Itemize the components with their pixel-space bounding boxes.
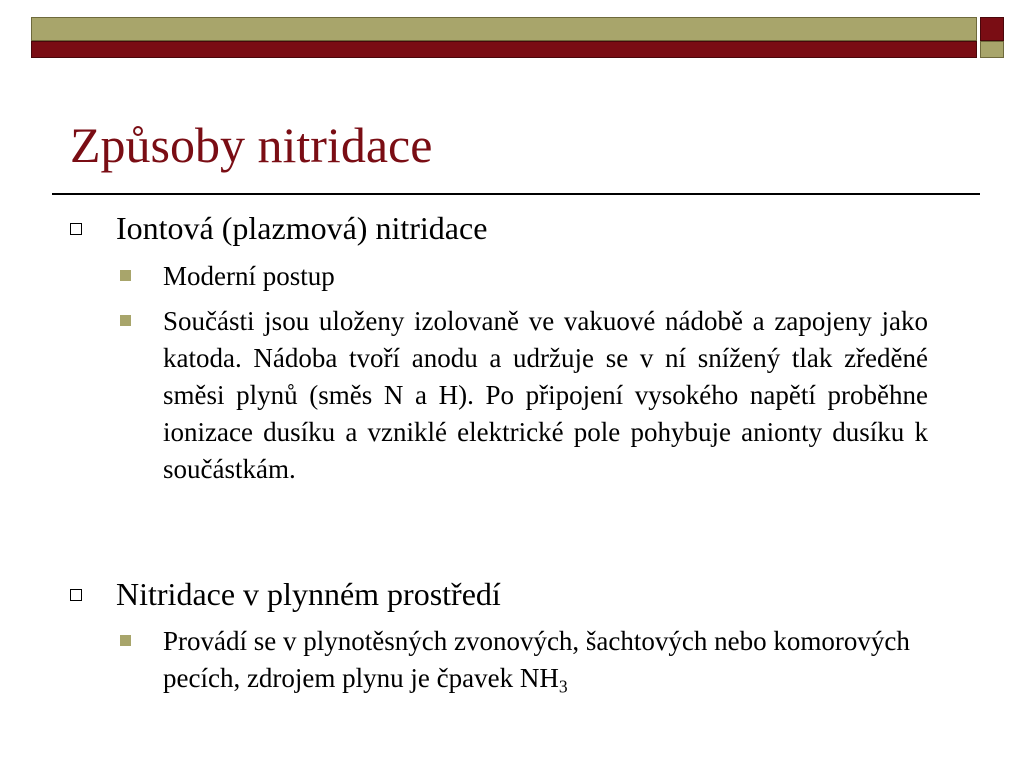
sub-bullet-text-main: Provádí se v plynotěsných zvonových, šachtových nebo komorových pecích, zdrojem plynu je čpavek NH xyxy=(163,626,910,693)
olive-square-icon xyxy=(120,635,131,646)
bullet-label: Nitridace v plynném prostředí xyxy=(116,576,501,612)
bullet-label: Iontová (plazmová) nitridace xyxy=(116,210,488,246)
header-bar-red xyxy=(31,41,977,58)
hollow-square-icon xyxy=(70,223,82,235)
subscript-3: 3 xyxy=(558,676,568,697)
sub-bullet-text xyxy=(163,623,928,697)
header-bar-olive xyxy=(31,17,977,41)
slide-title: Způsoby nitridace xyxy=(70,117,433,173)
hollow-square-icon xyxy=(70,589,82,601)
sub-bullet-text: Moderní postup xyxy=(163,261,335,291)
olive-square-icon xyxy=(120,270,131,281)
corner-square-olive xyxy=(980,41,1004,58)
olive-square-icon xyxy=(120,315,131,326)
title-divider xyxy=(52,193,980,195)
sub-bullet-gas-furnaces xyxy=(120,623,928,697)
corner-square-red xyxy=(980,17,1004,41)
sub-bullet-modern-process xyxy=(120,258,928,295)
sub-bullet-text: Součásti jsou uloženy izolovaně ve vakuové nádobě a zapojeny jako katoda. Nádoba tvoří anodu a udržuje se v ní snížený tlak zředěné směsi plynů (směs N a H). Po připojení vysokého napětí proběhne ionizace dusíku a vzniklé elektrické pole pohybuje anionty dusíku k součástkám. xyxy=(163,306,928,484)
sub-bullet-process-description xyxy=(120,303,928,488)
